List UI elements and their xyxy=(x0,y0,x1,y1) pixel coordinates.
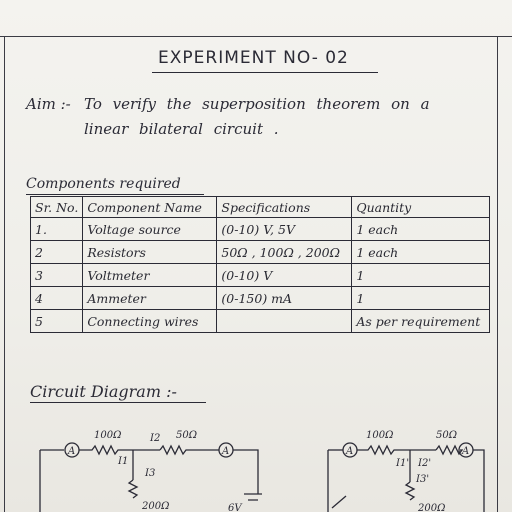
left-resistor-200-label: 200Ω xyxy=(142,501,170,512)
components-underline xyxy=(26,194,204,195)
table-row xyxy=(31,287,490,310)
col-header-component: Component Name xyxy=(83,197,217,218)
left-resistor-100-symbol xyxy=(79,446,160,454)
cell-specification: (0-10) V, 5V xyxy=(217,218,352,241)
aim-text-line1: To verify the superposition theorem on a xyxy=(84,95,430,113)
col-header-quantity: Quantity xyxy=(352,197,490,218)
cell-quantity: 1 xyxy=(352,264,490,287)
cell-specification: (0-10) V xyxy=(217,264,352,287)
left-ammeter-1-label: A xyxy=(68,446,76,457)
left-resistor-100-label: 100Ω xyxy=(94,430,122,441)
table-header-row xyxy=(31,197,490,218)
cell-quantity: 1 each xyxy=(352,241,490,264)
cell-specification: (0-150) mA xyxy=(217,287,352,310)
right-resistor-50-label: 50Ω xyxy=(436,430,458,441)
aim-label: Aim :- xyxy=(26,95,71,113)
right-current-i1-label: I1' xyxy=(396,458,410,469)
cell-srno: 1. xyxy=(31,218,83,241)
cell-srno: 2 xyxy=(31,241,83,264)
cell-component: Resistors xyxy=(83,241,217,264)
left-ammeter-2-label: A xyxy=(222,446,230,457)
right-current-i2-label: I2' xyxy=(418,458,432,469)
right-resistor-50-symbol xyxy=(436,446,462,454)
title-underline xyxy=(152,72,378,73)
col-header-srno: Sr. No. xyxy=(31,197,83,218)
cell-component: Connecting wires xyxy=(83,310,217,333)
left-source-label: 6V xyxy=(228,503,242,512)
circuit-diagram xyxy=(0,410,512,512)
cell-quantity: As per requirement xyxy=(352,310,490,333)
cell-quantity: 1 xyxy=(352,287,490,310)
cell-srno: 3 xyxy=(31,264,83,287)
right-current-i3-label: I3' xyxy=(416,474,430,485)
right-resistor-100-symbol xyxy=(357,446,436,454)
left-resistor-50-label: 50Ω xyxy=(176,430,198,441)
right-ammeter-1-label: A xyxy=(346,446,354,457)
cell-quantity: 1 each xyxy=(352,218,490,241)
col-header-specifications: Specifications xyxy=(217,197,352,218)
components-table xyxy=(30,196,490,333)
left-current-i1-label: I1 xyxy=(118,456,129,467)
components-heading: Components required xyxy=(26,176,181,192)
left-current-i2-label: I2 xyxy=(150,433,161,444)
left-resistor-50-symbol xyxy=(160,446,219,454)
left-wire-right xyxy=(233,450,258,494)
table-row xyxy=(31,241,490,264)
left-resistor-200-symbol xyxy=(129,480,137,498)
right-switch-symbol xyxy=(332,496,346,508)
right-resistor-200-symbol xyxy=(406,482,414,500)
circuit-diagram-heading: Circuit Diagram :- xyxy=(30,382,177,401)
table-row xyxy=(31,264,490,287)
table-row xyxy=(31,218,490,241)
experiment-title: EXPERIMENT NO- 02 xyxy=(158,48,349,68)
circuit-heading-underline xyxy=(30,402,206,403)
left-current-i3-label: I3 xyxy=(145,468,156,479)
cell-component: Voltage source xyxy=(83,218,217,241)
aim-text-line2: linear bilateral circuit . xyxy=(84,120,279,138)
right-resistor-100-label: 100Ω xyxy=(366,430,394,441)
right-ammeter-2-label: A xyxy=(462,446,470,457)
cell-component: Voltmeter xyxy=(83,264,217,287)
cell-specification: 50Ω , 100Ω , 200Ω xyxy=(217,241,352,264)
cell-component: Ammeter xyxy=(83,287,217,310)
table-row xyxy=(31,310,490,333)
top-margin-line xyxy=(0,36,512,37)
left-source-symbol xyxy=(244,494,262,500)
cell-specification xyxy=(217,310,352,333)
right-wire-right xyxy=(473,450,484,512)
cell-srno: 5 xyxy=(31,310,83,333)
right-resistor-200-label: 200Ω xyxy=(418,503,446,512)
cell-srno: 4 xyxy=(31,287,83,310)
